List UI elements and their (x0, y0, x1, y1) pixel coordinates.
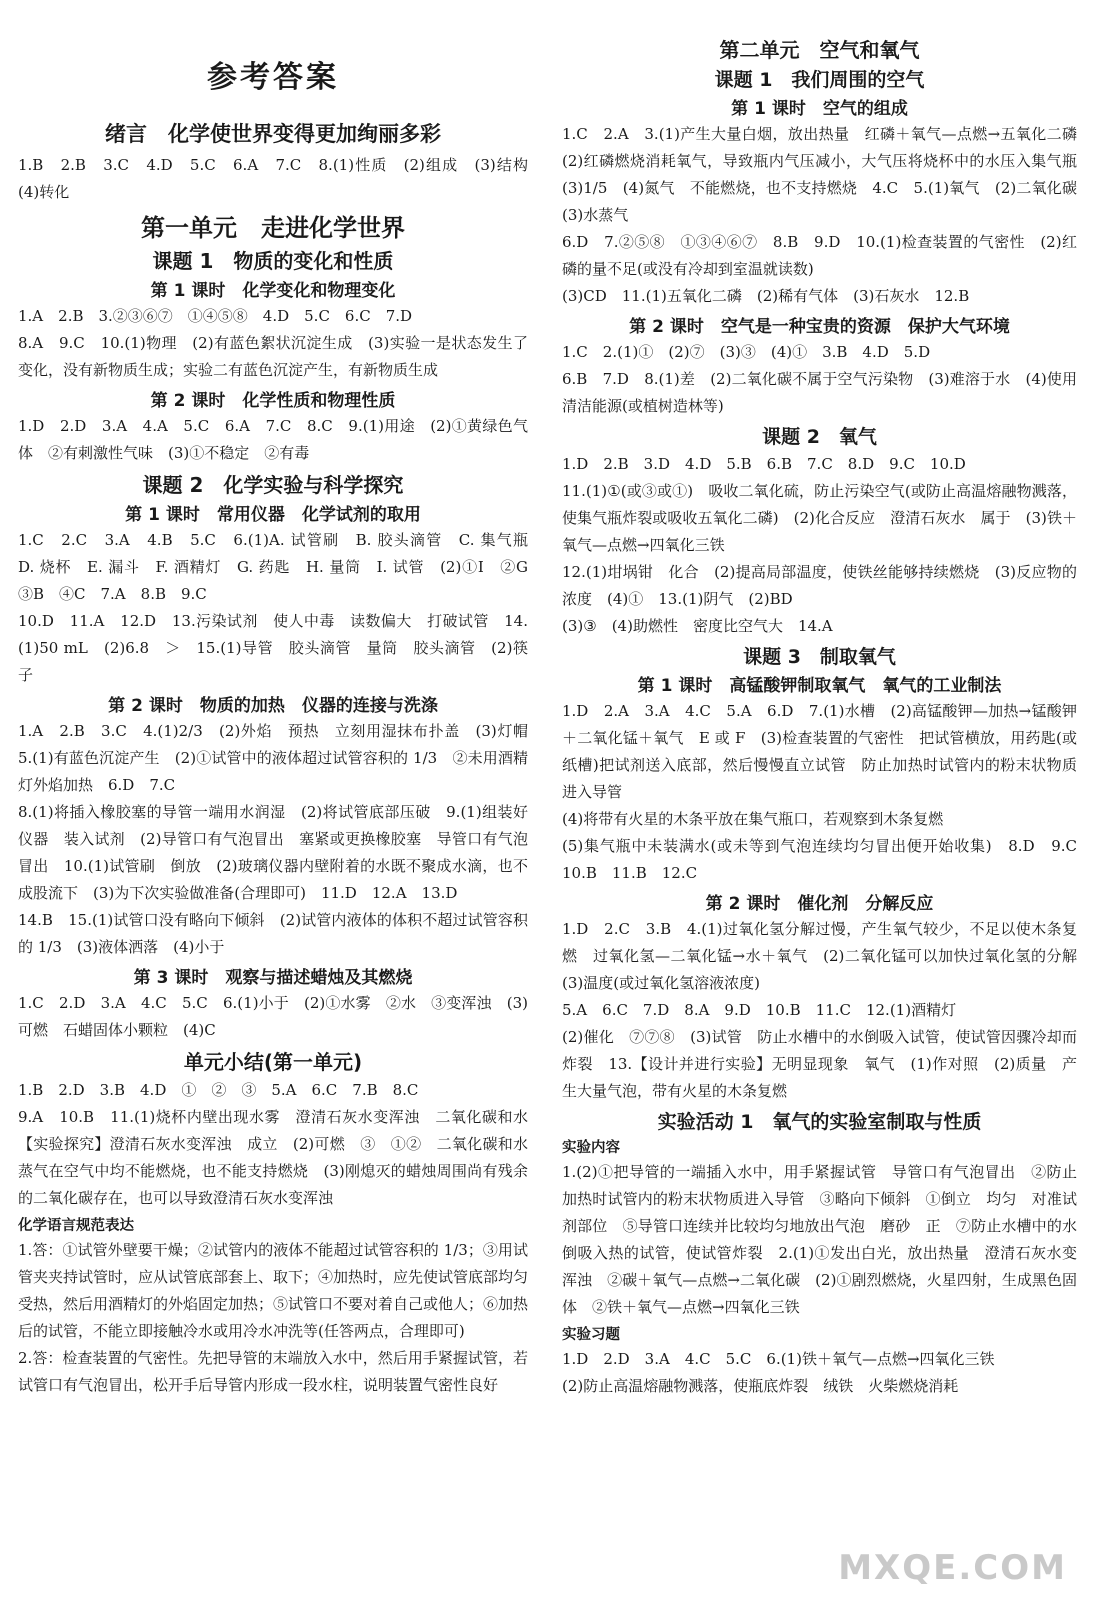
language-expression-heading: 化学语言规范表达 (18, 1218, 134, 1234)
experiment-content-label: 实验内容 (562, 1140, 620, 1156)
experiment-content-answers: 1.(2)①把导管的一端插入水中，用手紧握试管 导管口有气泡冒出 ②防止加热时试管内的粉末状物质进入导管 ③略向下倾斜 ①倒立 均匀 对准试剂部位 ⑤导管口连续并比较均匀地放出气泡 磨砂 正 ⑦防止水槽中的水倒吸入热的试管，使试管炸裂 2.(1)①发出白光，放出热量 澄清石灰水变浑浊 ②碳＋氧气—点燃→二氧化碳 (2)①剧烈燃烧，火星四射，生成黑色固体 ②铁＋氧气—点燃→四氧化三铁 (562, 1163, 1077, 1316)
experiment1-heading: 实验活动 1 氧气的实验室制取与性质 (657, 1111, 982, 1133)
unit1-summary-answers: 1.B 2.D 3.B 4.D ① ② ③ 5.A 6.C 7.B 8.C 9.A 10.B 11.(1)烧杯内壁出现水雾 澄清石灰水变浑浊 二氧化碳和水 【实验探究】澄清石灰水变浑浊 成立 (2)可燃 ③ ①② 二氧化碳和水蒸气在空气中均不能燃烧，也不能支持燃烧 (3)刚熄灭的蜡烛周围尚有残余的二氧化碳存在，也可以导致澄清石灰水变浑浊 (18, 1081, 528, 1207)
unit1-summary-heading: 单元小结(第一单元) (183, 1050, 363, 1074)
experiment-practice-label: 实验习题 (562, 1327, 620, 1343)
unit1-heading: 第一单元 走进化学世界 (141, 214, 405, 242)
unit2-topic2-heading: 课题 2 氧气 (762, 426, 877, 448)
unit1-topic2-lesson1-answers: 1.C 2.C 3.A 4.B 5.C 6.(1)A. 试管刷 B. 胶头滴管 C. 集气瓶 D. 烧杯 E. 漏斗 F. 酒精灯 G. 药匙 H. 量筒 I. 试管 (2)①I ②G ③B ④C 7.A 8.B 9.C 10.D 11.A 12.D 13.污染试剂 使人中毒 读数偏大 打破试管 14.(1)50 mL (2)6.8 ＞ 15.(1)导管 胶头滴管 量筒 胶头滴管 (2)筷子 (18, 531, 528, 684)
unit1-topic1-lesson2-answers: 1.D 2.D 3.A 4.A 5.C 6.A 7.C 8.C 9.(1)用途 (2)①黄绿色气体 ②有刺激性气味 (3)①不稳定 ②有毒 (18, 417, 528, 462)
unit1-topic1-heading: 课题 1 物质的变化和性质 (152, 249, 394, 273)
unit2-topic3-lesson2-answers: 1.D 2.C 3.B 4.(1)过氧化氢分解过慢，产生氧气较少，不足以使木条复燃 过氧化氢—二氧化锰→水＋氧气 (2)二氧化锰可以加快过氧化氢的分解 (3)温度(或过氧化氢溶液浓度) 5.A 6.C 7.D 8.A 9.D 10.B 11.C 12.(1)酒精灯 (2)催化 ⑦⑦⑧ (3)试管 防止水槽中的水倒吸入试管，使试管因骤冷却而炸裂 13.【设计并进行实验】无明显现象 氧气 (1)作对照 (2)质量 产生大量气泡，带有火星的木条复燃 (562, 920, 1077, 1100)
unit2-topic1-lesson2-answers: 1.C 2.(1)① (2)⑦ (3)③ (4)① 3.B 4.D 5.D 6.B 7.D 8.(1)差 (2)二氧化碳不属于空气污染物 (3)难溶于水 (4)使用清洁能源(或植树造林等) (562, 343, 1077, 415)
intro-answers: 1.B 2.B 3.C 4.D 5.C 6.A 7.C 8.(1)性质 (2)组成 (3)结构 (4)转化 (18, 156, 544, 201)
unit2-topic1-lesson1-heading: 第 1 课时 空气的组成 (731, 99, 908, 119)
unit1-topic1-lesson1-answers: 1.A 2.B 3.②③⑥⑦ ①④⑤⑧ 4.D 5.C 6.C 7.D 8.A 9.C 10.(1)物理 (2)有蓝色絮状沉淀生成 (3)实验一是状态发生了变化，没有新物质生成；实验二有蓝色沉淀产生，有新物质生成 (18, 307, 528, 379)
unit1-topic2-lesson2-answers: 1.A 2.B 3.C 4.(1)2/3 (2)外焰 预热 立刻用湿抹布扑盖 (3)灯帽 5.(1)有蓝色沉淀产生 (2)①试管中的液体超过试管容积的 1/3 ②未用酒精灯外焰加热 6.D 7.C 8.(1)将插入橡胶塞的导管一端用水润湿 (2)将试管底部压破 9.(1)组装好仪器 装入试剂 (2)导管口有气泡冒出 塞紧或更换橡胶塞 导管口有气泡冒出 10.(1)试管刷 倒放 (2)玻璃仪器内壁附着的水既不聚成水滴，也不成股流下 (3)为下次实验做准备(合理即可) 11.D 12.A 13.D 14.B 15.(1)试管口没有略向下倾斜 (2)试管内液体的体积不超过试管容积的 1/3 (3)液体洒落 (4)小于 (18, 722, 528, 956)
unit2-topic1-heading: 课题 1 我们周围的空气 (714, 69, 925, 91)
unit1-topic2-heading: 课题 2 化学实验与科学探究 (142, 473, 404, 497)
unit1-topic2-lesson3-heading: 第 3 课时 观察与描述蜡烛及其燃烧 (133, 968, 413, 988)
right-column (562, 0, 1077, 1400)
unit2-topic1-lesson1-answers: 1.C 2.A 3.(1)产生大量白烟，放出热量 红磷＋氧气—点燃→五氧化二磷 (2)红磷燃烧消耗氧气，导致瓶内气压减小，大气压将烧杯中的水压入集气瓶 (3)1/5 (4)氮气 不能燃烧，也不支持燃烧 4.C 5.(1)氧气 (2)二氧化碳 (3)水蒸气 6.D 7.②⑤⑧ ①③④⑥⑦ 8.B 9.D 10.(1)检查装置的气密性 (2)红磷的量不足(或没有冷却到室温就读数) (3)CD 11.(1)五氧化二磷 (2)稀有气体 (3)石灰水 12.B (562, 125, 1077, 305)
unit2-topic3-lesson2-heading: 第 2 课时 催化剂 分解反应 (705, 894, 934, 914)
language-expression-answers: 1.答：①试管外壁要干燥；②试管内的液体不能超过试管容积的 1/3；③用试管夹夹持试管时，应从试管底部套上、取下；④加热时，应先使试管底部均匀受热，然后用酒精灯的外焰固定加热；⑤试管口不要对着自己或他人；⑥加热后的试管，不能立即接触冷水或用冷水冲洗等(任答两点，合理即可) 2.答：检查装置的气密性。先把导管的末端放入水中，然后用手紧握试管，若试管口有气泡冒出，松开手后导管内形成一段水柱，说明装置气密性良好 (18, 1241, 529, 1394)
unit1-topic1-lesson2-heading: 第 2 课时 化学性质和物理性质 (150, 391, 396, 411)
unit1-topic2-lesson3-answers: 1.C 2.D 3.A 4.C 5.C 6.(1)小于 (2)①水雾 ②水 ③变浑浊 (3)可燃 石蜡固体小颗粒 (4)C (18, 994, 528, 1039)
unit2-topic3-lesson1-heading: 第 1 课时 高锰酸钾制取氧气 氧气的工业制法 (637, 676, 1002, 696)
unit1-topic2-lesson2-heading: 第 2 课时 物质的加热 仪器的连接与洗涤 (108, 696, 438, 716)
unit2-topic1-lesson2-heading: 第 2 课时 空气是一种宝贵的资源 保护大气环境 (629, 317, 1010, 337)
unit1-topic2-lesson1-heading: 第 1 课时 常用仪器 化学试剂的取用 (125, 505, 421, 525)
unit2-topic3-heading: 课题 3 制取氧气 (743, 646, 896, 668)
unit1-topic1-lesson1-heading: 第 1 课时 化学变化和物理变化 (150, 281, 396, 301)
unit2-topic2-answers: 1.D 2.B 3.D 4.D 5.B 6.B 7.C 8.D 9.C 10.D 11.(1)①(或③或①) 吸收二氧化硫，防止污染空气(或防止高温熔融物溅落，使集气瓶炸裂或吸收五氧化二磷) (2)化合反应 澄清石灰水 属于 (3)铁＋氧气—点燃→四氧化三铁 12.(1)坩埚钳 化合 (2)提高局部温度，使铁丝能够持续燃烧 (3)反应物的浓度 (4)① 13.(1)阴气 (2)BD (3)③ (4)助燃性 密度比空气大 14.A (562, 455, 1077, 635)
page-title: 参考答案 (207, 60, 339, 95)
watermark-logo: MXQE.COM (838, 1548, 1067, 1588)
unit2-topic3-lesson1-answers: 1.D 2.A 3.A 4.C 5.A 6.D 7.(1)水槽 (2)高锰酸钾—加热→锰酸钾＋二氧化锰＋氧气 E 或 F (3)检查装置的气密性 把试管横放，用药匙(或纸槽)把试剂送入底部，然后慢慢直立试管 防止加热时试管内的粉末状物质进入导管 (4)将带有火星的木条平放在集气瓶口，若观察到木条复燃 (5)集气瓶中未装满水(或未等到气泡连续均匀冒出便开始收集) 8.D 9.C 10.B 11.B 12.C (562, 702, 1077, 882)
intro-heading: 绪言 化学使世界变得更加绚丽多彩 (105, 122, 441, 146)
unit2-heading: 第二单元 空气和氧气 (719, 38, 920, 62)
left-column (18, 0, 544, 1399)
experiment-practice-answers: 1.D 2.D 3.A 4.C 5.C 6.(1)铁＋氧气—点燃→四氧化三铁 (2)防止高温熔融物溅落，使瓶底炸裂 绒铁 火柴燃烧消耗 (562, 1350, 995, 1395)
